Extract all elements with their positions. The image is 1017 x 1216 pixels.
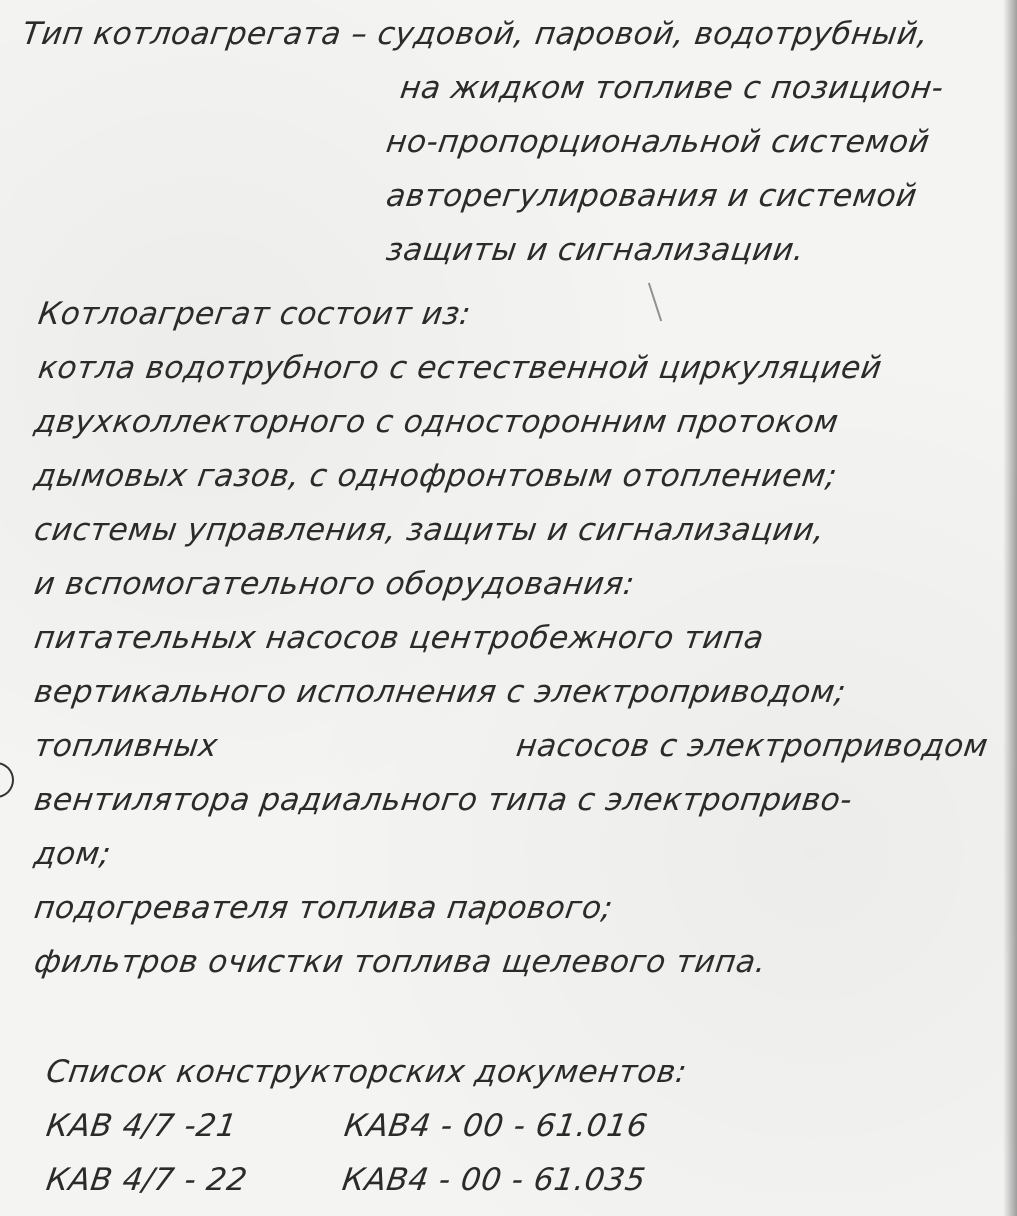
boiler-type-line-5: защиты и сигнализации. [384,232,807,268]
boiler-type-line-2: на жидком топливе с позицион- [398,70,947,106]
composition-line-9: вентилятора радиального типа с электроприво- [32,782,855,818]
document-code-2-right: КАВ4 - 00 - 61.035 [340,1162,648,1198]
composition-line-4: системы управления, защиты и сигнализации, [32,512,828,548]
document-code-2-left: КАВ 4/7 - 22 [44,1162,250,1198]
document-code-1-left: КАВ 4/7 -21 [44,1108,240,1144]
composition-line-12: фильтров очистки топлива щелевого типа. [32,944,769,980]
boiler-type-line-4: авторегулирования и системой [384,178,920,214]
composition-line-8-right: насосов с электроприводом [514,728,991,764]
boiler-type-line-3: но-пропорциональной системой [384,124,932,160]
documents-list-heading: Список конструкторских документов: [44,1054,690,1090]
page-edge-shadow [1003,0,1017,1216]
composition-line-11: подогревателя топлива парового; [32,890,616,926]
document-code-1-right: КАВ4 - 00 - 61.016 [342,1108,650,1144]
composition-line-3: дымовых газов, с однофронтовым отоплением; [32,458,840,494]
composition-line-7: вертикального исполнения с электроприводом; [32,674,849,710]
binding-hole-mark [0,762,14,798]
composition-line-5: и вспомогательного оборудования: [32,566,638,602]
composition-line-2: двухколлекторного с односторонним протоком [32,404,841,440]
composition-line-6: питательных насосов центробежного типа [32,620,767,656]
boiler-type-line-1: Тип котлоагрегата – судовой, паровой, водотрубный, [20,16,931,52]
composition-heading: Котлоагрегат состоит из: [36,296,474,332]
composition-line-8-left: топливных [32,728,221,764]
composition-line-10: дом; [32,836,114,872]
composition-line-1: котла водотрубного с естественной циркуляцией [36,350,885,386]
stray-pen-mark [648,283,662,322]
